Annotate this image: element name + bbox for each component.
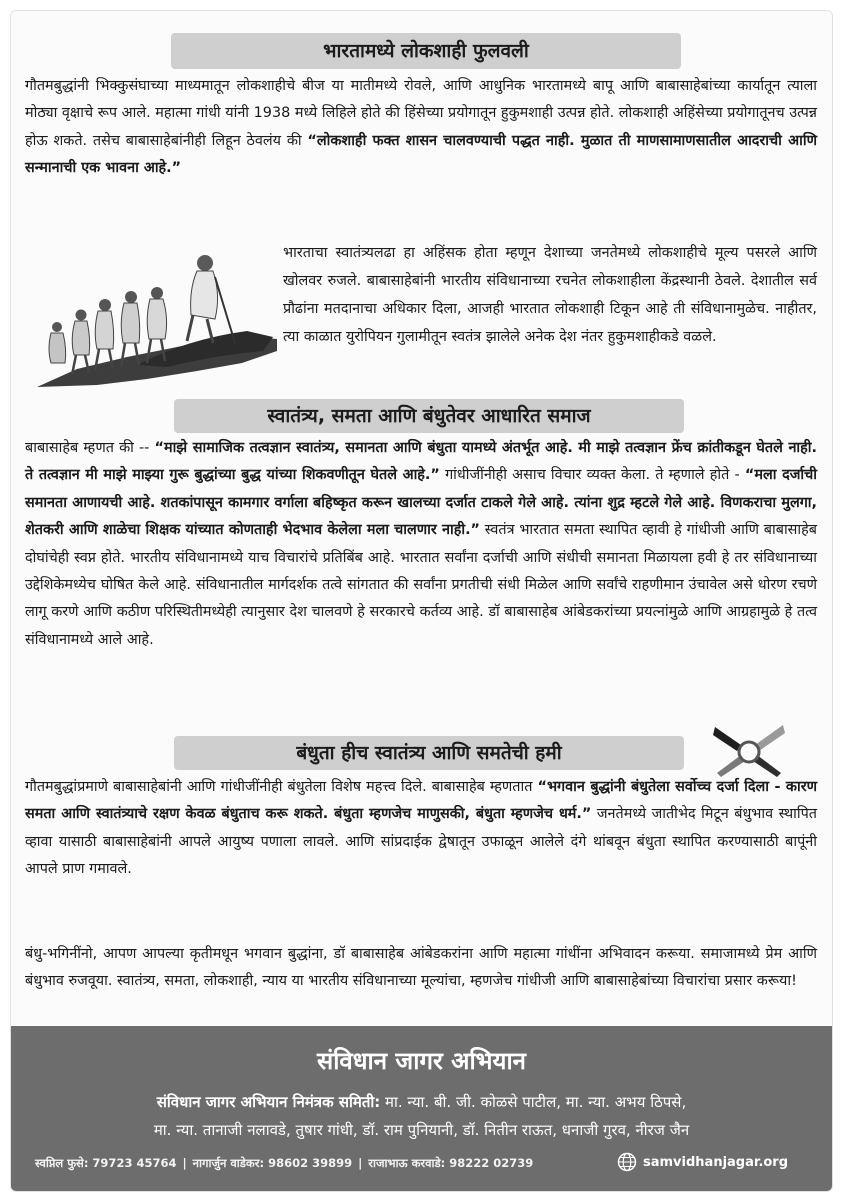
democracy-text: गौतमबुद्धांनी भिक्कुसंघाच्या माध्यमातून लोकशाहीचे बीज या मातीमध्ये रोवले, आणि आधुनिक भारतामध्ये बापू आणि बाबासाहेबांच्या कार्यातून त्याला मोठ्या वृक्षाचे रूप आले. महात्मा गांधी यांनी 1938 मध्ये लिहिले होते की हिंसेच्या प्रयोगातून हुकुमशाही उत्पन्न होते. लोकशाही अहिंसेच्या प्रयोगातूनच उत्पन्न होऊ शकते. तसेच बाबासाहेबांनीही लिहून ठेवलंय की — [25, 78, 817, 149]
gandhi-equality-quote: “मला दर्जाची समानता आणायची आहे. शतकांपासून कामगार वर्गाला बहिष्कृत करून खालच्या दर्जात टाकले गेले आहे. त्यांना शुद्र म्हटले गेले आहे. विणकराचा मुलगा, शेतकरी आणि शाळेचा शिक्षक यांच्यात कोणताही भेदभाव केलेला मला चालणार नाही.” — [25, 467, 817, 539]
poster-page — [10, 10, 833, 1192]
joined-hands-icon — [711, 721, 787, 777]
contact-nagarjun: नागार्जुन वाडेकर: 98602 39899 — [192, 1156, 353, 1170]
website-url[interactable]: samvidhanjagar.org — [643, 1154, 789, 1170]
committee-line2: मा. न्या. तानाजी नलावडे, तुषार गांधी, डॉ. राम पुनियानी, डॉ. नितीन राऊत, धनाजी गुरव, नीरज जैन — [153, 1121, 690, 1139]
contact-separator: | — [182, 1156, 187, 1170]
section-title-democracy: भारतामध्ये लोकशाही फुलवली — [171, 33, 681, 69]
independence-struggle-paragraph: भारताचा स्वातंत्र्यलढा हा अहिंसक होता म्हणून देशाच्या जनतेमध्ये लोकशाहीचे मूल्य पसरले आणि खोलवर रुजले. बाबासाहेबांनी भारतीय संविधानाच्या रचनेत लोकशाहीला केंद्रस्थानी ठेवले. देशातील सर्व प्रौढांना मतदानाचा अधिकार दिला, आजही भारतात लोकशाही टिकून आहे ती संविधानामुळेच. नाहीतर, त्या काळात युरोपियन गुलामीतून स्वतंत्र झालेले अनेक देश नंतर हुकुमशाहीकडे वळले. — [283, 245, 817, 345]
fraternity-lead: गौतमबुद्धांप्रमाणे बाबासाहेबांनी आणि गांधीजींनीही बंधुतेला विशेष महत्त्व दिले. बाबासाहेब म्हणतात — [25, 779, 538, 795]
closing-appeal-paragraph: बंधु-भगिनींनो, आपण आपल्या कृतीमधून भगवान बुद्धांना, डॉ बाबासाहेब आंबेडकरांना आणि महात्मा गांधींना अभिवादन करूया. समाजामध्ये प्रेम आणि बंधुभाव रुजवूया. स्वातंत्र्य, समता, लोकशाही, न्याय या भारतीय संविधानाच्या मूल्यांचा, म्हणजेच गांधीजी आणि बाबासाहेबांच्या विचारांचा प्रसार करूया! — [25, 946, 817, 990]
footer-banner — [11, 1026, 832, 1191]
committee-line1: मा. न्या. बी. जी. कोळसे पाटील, मा. न्या. अभय ठिपसे, — [380, 1093, 687, 1111]
section-title-liberty-equality: स्वातंत्र्य, समता आणि बंधुतेवर आधारित समाज — [174, 399, 684, 433]
constitution-equality-text: स्वतंत्र भारतात समता स्थापित व्हावी हे गांधीजी आणि बाबासाहेब दोघांचेही स्वप्न होते. भारतीय संविधानामध्ये याच विचारांचे प्रतिबिंब आहे. भारतात सर्वांना दर्जाची आणि संधीची समानता मिळायला हवी हे तर संविधानाच्या उद्देशिकेमध्येच घोषित केले आहे. संविधानातील मार्गदर्शक तत्वे सांगतात की सर्वांना प्रगतीची संधी मिळेल आणि सर्वांचे राहणीमान उंचावेल असे धोरण रचणे लागू करणे आणि कठीण परिस्थितीमध्येही त्यानुसार देश चालवणे हे सरकारचे कर्तव्य आहे. डॉ बाबासाहेब आंबेडकरांच्या प्रयत्नांमुळे आणि आग्रहामुळे हे तत्व संविधानामध्ये आले आहे. — [25, 522, 817, 648]
ambedkar-said-lead: बाबासाहेब म्हणत की -- — [25, 440, 155, 456]
liberty-equality-paragraph — [25, 435, 817, 654]
contact-separator: | — [358, 1156, 363, 1170]
ambedkar-philosophy-quote: “माझे सामाजिक तत्वज्ञान स्वातंत्र्य, समानता आणि बंधुता यामध्ये अंतर्भूत आहे. मी माझे तत्वज्ञान फ्रेंच क्रांतीकडून घेतले नाही. ते तत्वज्ञान मी माझे माझ्या गुरू बुद्धांच्या बुद्ध यांच्या शिकवणीतून घेतले आहे.” — [25, 440, 817, 484]
globe-icon — [617, 1152, 637, 1172]
gandhi-march-illustration — [37, 239, 277, 387]
gandhi-said-lead: गांधीजींनीही असाच विचार व्यक्त केला. ते म्हणाले होते - — [439, 467, 745, 484]
section-title-fraternity: बंधुता हीच स्वातंत्र्य आणि समतेची हमी — [174, 736, 684, 770]
campaign-title: संविधान जागर अभियान — [316, 1047, 527, 1075]
ambedkar-democracy-quote: “लोकशाही फक्त शासन चालवण्याची पद्धत नाही. मुळात ती माणसामाणसातील आदराची आणि सन्मानाची एक भावना आहे.” — [25, 132, 817, 177]
fraternity-text: जनतेमध्ये जातीभेद मिटून बंधुभाव स्थापित व्हावा यासाठी बाबासाहेबांनी आपले आयुष्य पणाला लावले. आणि सांप्रदाईक द्वेषातून उफाळून आलेले दंगे थांबवून बंधुता स्थापित करण्यासाठी बापूंनी आपले प्राण गमावले. — [25, 806, 817, 878]
contact-rajabhau: राजाभाऊ करवाडे: 98222 02739 — [368, 1156, 534, 1170]
contact-list — [35, 1156, 533, 1171]
fraternity-paragraph — [25, 774, 817, 884]
organising-committee — [41, 1088, 802, 1144]
democracy-paragraph — [25, 73, 817, 183]
committee-label: संविधान जागर अभियान निमंत्रक समिती: — [156, 1093, 381, 1111]
contact-swapnil: स्वप्निल फुसे: 79723 45764 — [35, 1156, 177, 1170]
website-link[interactable] — [617, 1152, 788, 1172]
buddha-fraternity-quote: “भगवान बुद्धांनी बंधुतेला सर्वोच्च दर्जा दिला - कारण समता आणि स्वातंत्र्याचे रक्षण केवळ बंधुताच करू शकते. बंधुता म्हणजेच माणुसकी, बंधुता म्हणजेच धर्म.” — [25, 779, 817, 823]
